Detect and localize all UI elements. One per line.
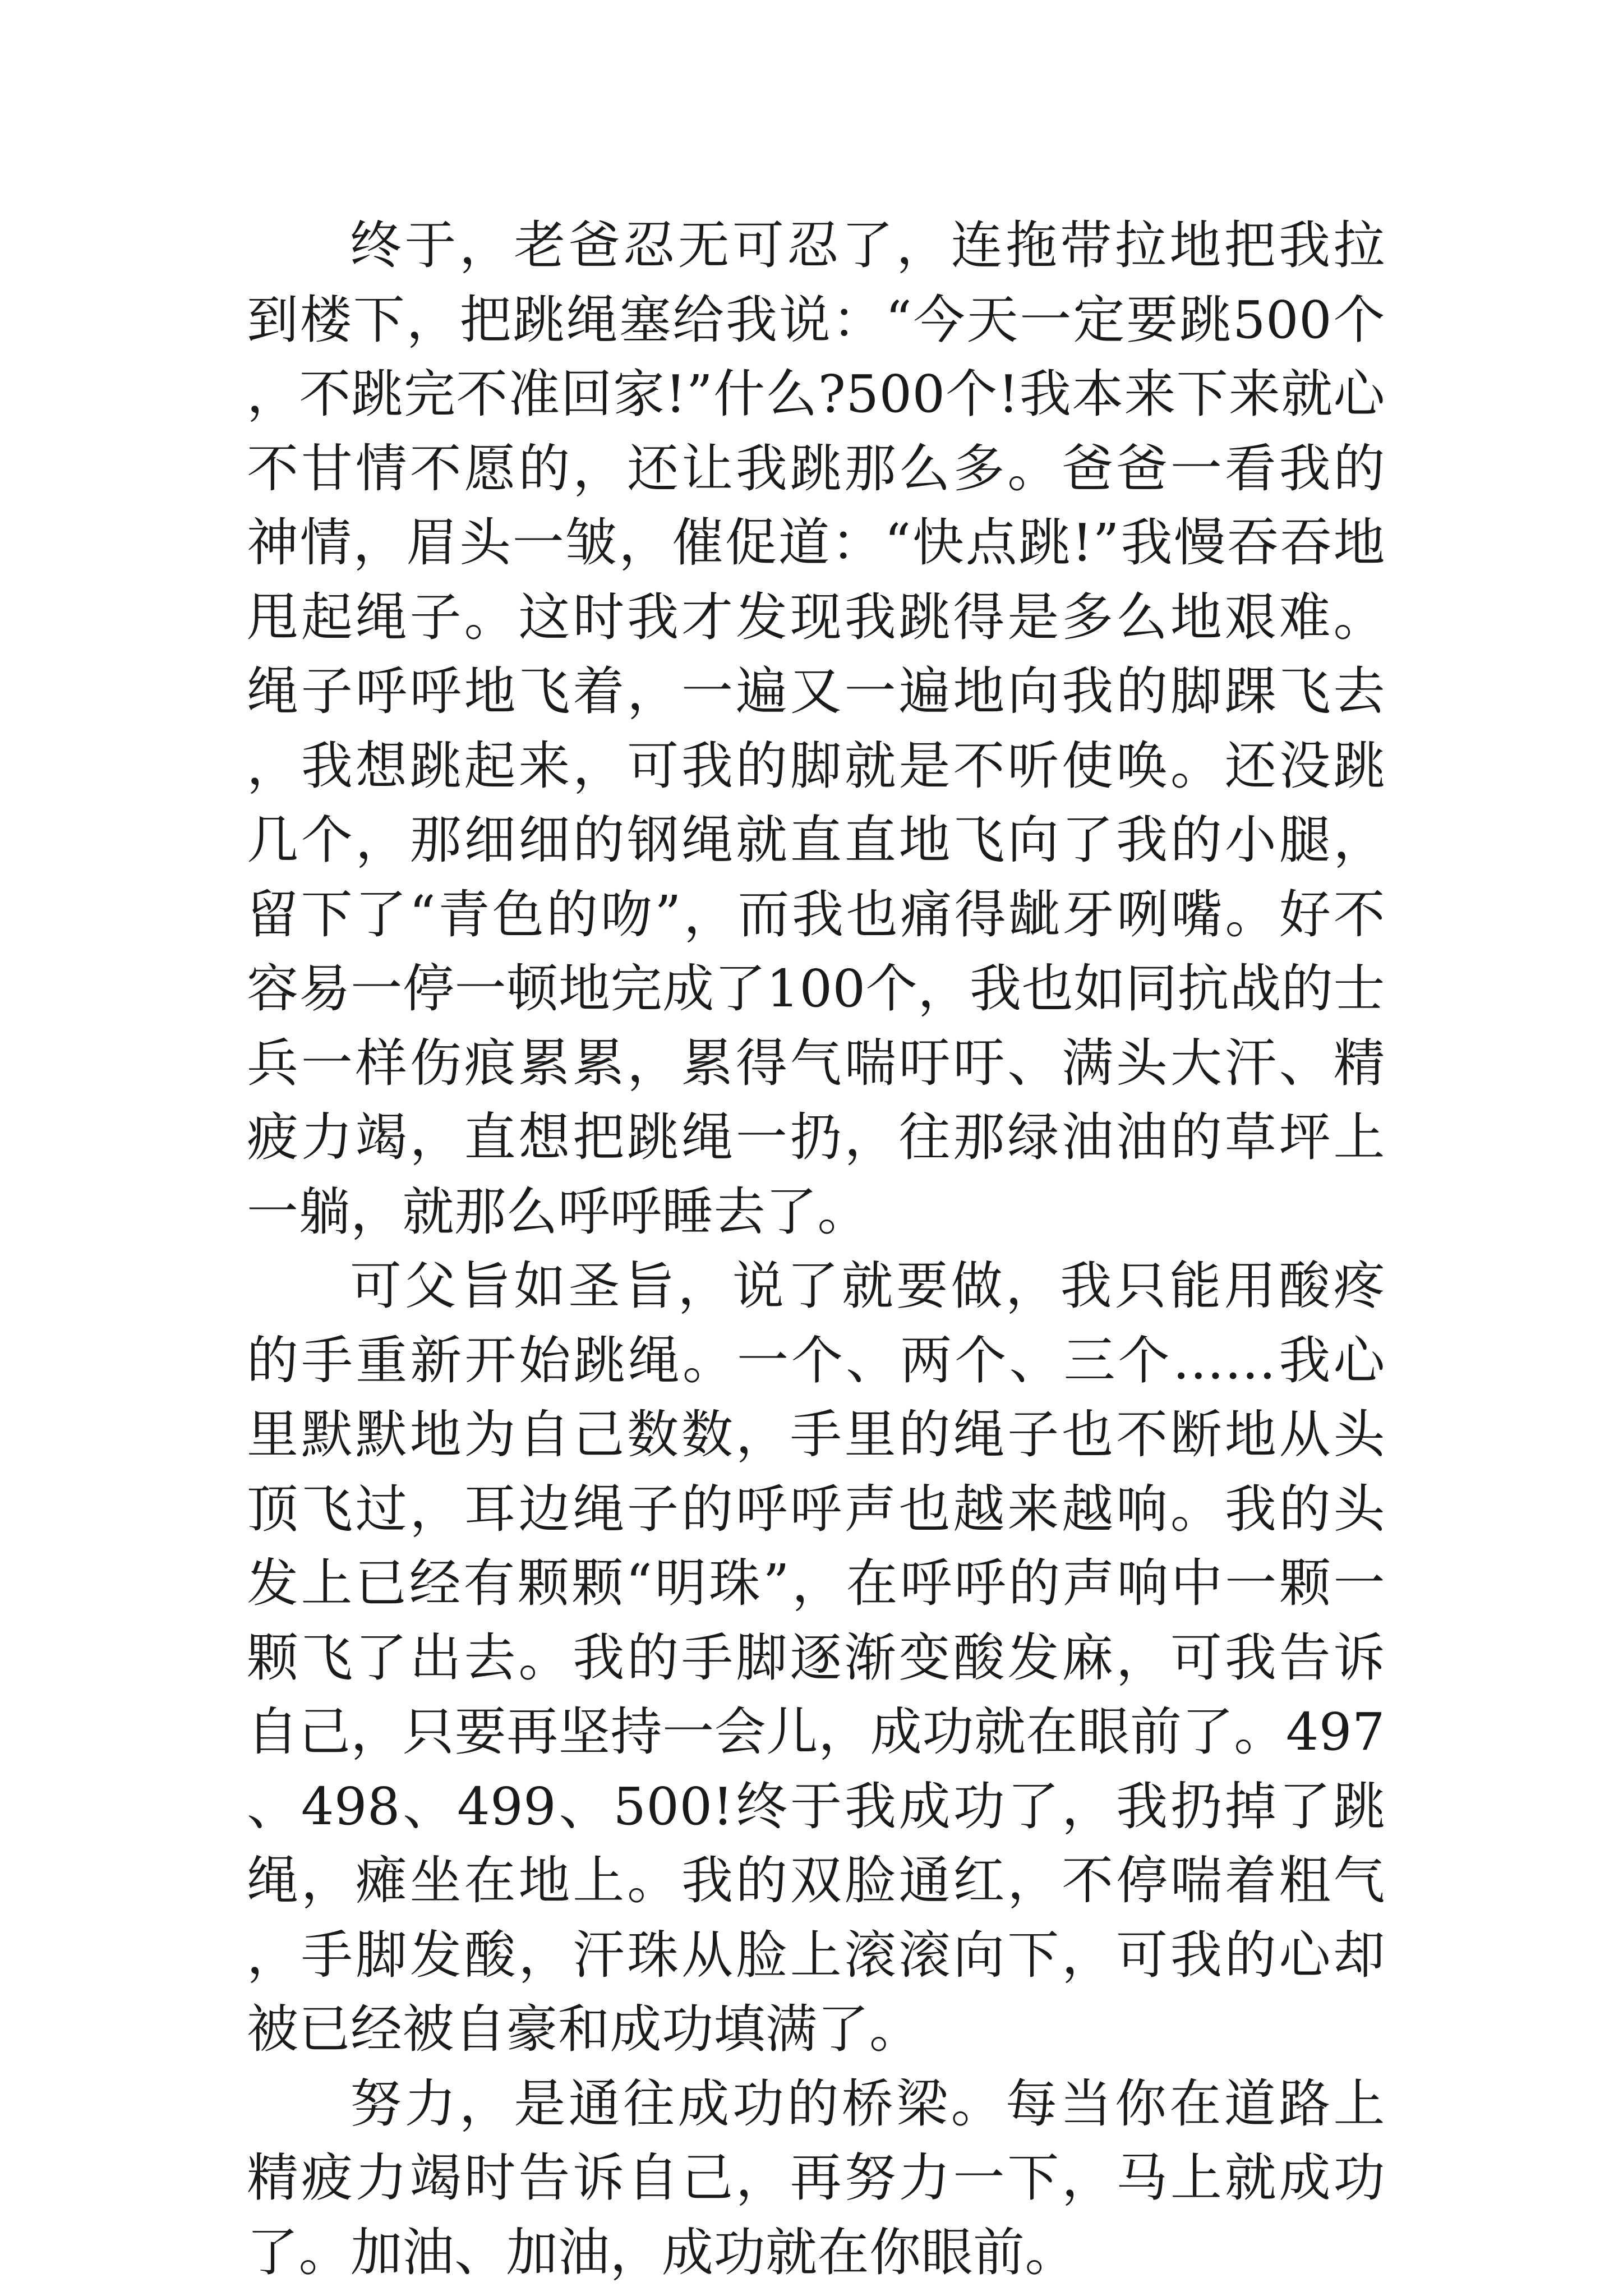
paragraph: 终于，老爸忍无可忍了，连拖带拉地把我拉到楼下，把跳绳塞给我说：“今天一定要跳500个，不跳完不准回家!”什么?500个!我本来下来就心不甘情不愿的，还让我跳那么多。爸爸一看我的神情，眉头一皱，催促道：“快点跳!”我慢吞吞地甩起绳子。这时我才发现我跳得是多么地艰难。绳子呼呼地飞着，一遍又一遍地向我的脚踝飞去，我想跳起来，可我的脚就是不听使唤。还没跳几个，那细细的钢绳就直直地飞向了我的小腿，留下了“青色的吻”，而我也痛得龇牙咧嘴。好不容易一停一顿地完成了100个，我也如同抗战的士兵一样伤痕累累，累得气喘吁吁、满头大汗、精疲力竭，直想把跳绳一扔，往那绿油油的草坪上一躺，就那么呼呼睡去了。	[247, 215, 1385, 1242]
document-body	[247, 209, 1385, 2290]
paragraph: 努力，是通往成功的桥梁。每当你在道路上精疲力竭时告诉自己，再努力一下，马上就成功了。加油、加油，成功就在你眼前。	[247, 2073, 1385, 2283]
paragraph: 可父旨如圣旨，说了就要做，我只能用酸疼的手重新开始跳绳。一个、两个、三个……我心里默默地为自己数数，手里的绳子也不断地从头顶飞过，耳边绳子的呼呼声也越来越响。我的头发上已经有颗颗“明珠”，在呼呼的声响中一颗一颗飞了出去。我的手脚逐渐变酸发麻，可我告诉自己，只要再坚持一会儿，成功就在眼前了。497、498、499、500!终于我成功了，我扔掉了跳绳，瘫坐在地上。我的双脸通红，不停喘着粗气，手脚发酸，汗珠从脸上滚滚向下，可我的心却被已经被自豪和成功填满了。	[247, 1256, 1385, 2059]
